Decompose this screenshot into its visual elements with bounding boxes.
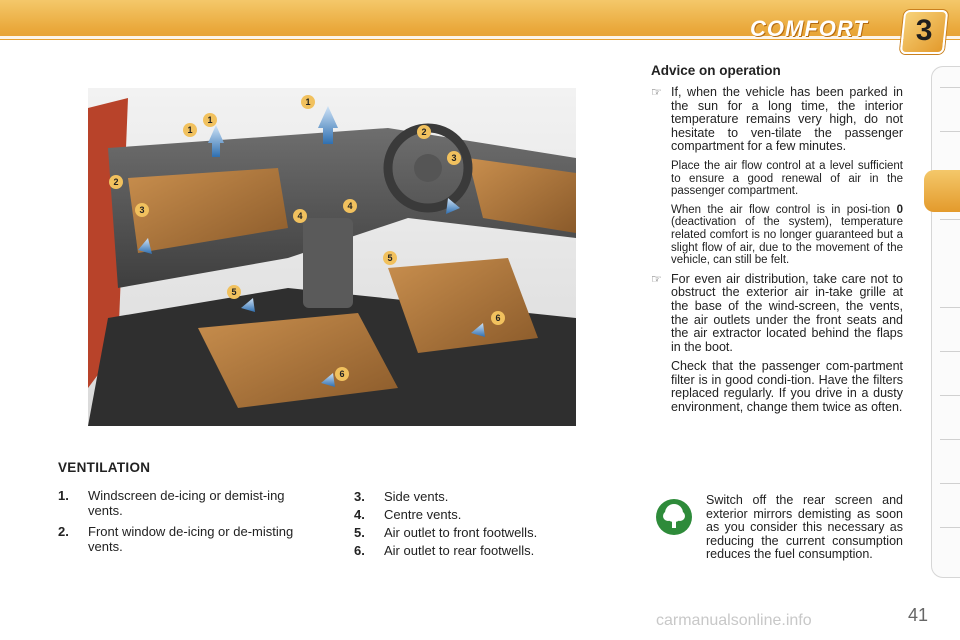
item-number: 1. bbox=[58, 488, 69, 503]
callout-label: 1 bbox=[305, 97, 311, 107]
advice-bullet-body bbox=[671, 273, 903, 421]
list-item bbox=[354, 525, 584, 540]
text-run: When the air flow control is in posi-tion bbox=[671, 203, 897, 216]
chapter-badge[interactable] bbox=[900, 10, 949, 54]
advice-section bbox=[651, 86, 903, 421]
advice-paragraph: For even air distribution, take care not to obstruct the exterior air in-take grille at the base of the wind-screen, the vents, the air outlets under the front seats and the air extractor located behind the flaps in the boot. bbox=[671, 271, 903, 354]
callout-label: 3 bbox=[451, 153, 457, 163]
vent-list-left bbox=[58, 488, 308, 560]
page-number: 41 bbox=[908, 605, 929, 625]
tab-comfort-active[interactable] bbox=[924, 170, 960, 212]
callout-label: 1 bbox=[207, 115, 213, 125]
advice-bullet bbox=[651, 86, 903, 273]
callout-label: 5 bbox=[231, 287, 237, 297]
advice-bullet-body bbox=[671, 86, 903, 273]
ventilation-illustration bbox=[88, 88, 576, 426]
list-item bbox=[354, 489, 584, 504]
list-item bbox=[58, 524, 308, 554]
list-item bbox=[58, 488, 308, 518]
item-text: Side vents. bbox=[384, 489, 449, 504]
item-text: Centre vents. bbox=[384, 507, 462, 522]
ventilation-heading: VENTILATION bbox=[58, 460, 151, 475]
pointing-hand-icon: ☞ bbox=[651, 271, 662, 286]
watermark: carmanualsonline.info bbox=[656, 612, 812, 629]
item-text: Windscreen de-icing or demist-ing vents. bbox=[88, 488, 285, 518]
tab-divider bbox=[940, 395, 960, 396]
vent-list-right bbox=[354, 489, 584, 561]
callout-label: 2 bbox=[113, 177, 119, 187]
center-console bbox=[303, 218, 353, 308]
list-item bbox=[354, 543, 584, 558]
item-number: 2. bbox=[58, 524, 69, 539]
item-text: Air outlet to front footwells. bbox=[384, 525, 538, 540]
callout-label: 1 bbox=[187, 125, 193, 135]
callout-label: 2 bbox=[421, 127, 427, 137]
callout-label: 6 bbox=[495, 313, 501, 323]
advice-heading: Advice on operation bbox=[651, 63, 781, 78]
header-divider-white bbox=[0, 40, 960, 54]
advice-paragraph: If, when the vehicle has been parked in the sun for a long time, the interior temperature remains very high, do not hesitate to ven-tilate the passenger compartment for a few minutes. bbox=[671, 85, 903, 154]
tab-divider bbox=[940, 131, 960, 132]
item-number: 4. bbox=[354, 507, 365, 522]
eco-note-text: Switch off the rear screen and exterior mirrors demisting as soon as you consider this necessary as reducing the current consumption reduces the fuel consumption. bbox=[706, 493, 903, 562]
advice-bullet bbox=[651, 273, 903, 421]
tab-divider bbox=[940, 307, 960, 308]
advice-paragraph bbox=[671, 204, 903, 267]
tab-divider bbox=[940, 219, 960, 220]
text-run: (deactivation of the system), temperature related comfort is no longer guaranteed but a slight flow of air, due to the movement of the vehicle, can still be felt. bbox=[671, 216, 903, 267]
text-run-bold: 0 bbox=[896, 203, 903, 216]
pointing-hand-icon: ☞ bbox=[651, 85, 662, 99]
eco-tree-icon bbox=[655, 498, 693, 536]
item-text: Air outlet to rear footwells. bbox=[384, 543, 535, 558]
callout-label: 5 bbox=[387, 253, 393, 263]
item-number: 6. bbox=[354, 543, 365, 558]
item-number: 5. bbox=[354, 525, 365, 540]
advice-paragraph: Place the air flow control at a level sufficient to ensure a good renewal of air in the passenger compartment. bbox=[671, 159, 903, 198]
item-number: 3. bbox=[354, 489, 365, 504]
callout-label: 6 bbox=[339, 369, 345, 379]
tab-divider bbox=[940, 527, 960, 528]
chapter-number: 3 bbox=[915, 14, 933, 47]
list-item bbox=[354, 507, 584, 522]
tab-divider bbox=[940, 87, 960, 88]
tab-divider bbox=[940, 351, 960, 352]
steering-hub bbox=[414, 154, 442, 182]
tab-divider bbox=[940, 483, 960, 484]
callout-label: 4 bbox=[297, 211, 303, 221]
tab-divider bbox=[940, 439, 960, 440]
advice-paragraph: Check that the passenger com-partment filter is in good condi-tion. Have the filters replaced regularly. If you drive in a dusty environment, change them twice as often. bbox=[671, 359, 903, 415]
item-text: Front window de-icing or de-misting vents. bbox=[88, 524, 294, 554]
callout-label: 3 bbox=[139, 205, 145, 215]
section-title: COMFORT bbox=[750, 16, 868, 41]
callout-label: 4 bbox=[347, 201, 353, 211]
chapter-tabs bbox=[931, 66, 960, 578]
